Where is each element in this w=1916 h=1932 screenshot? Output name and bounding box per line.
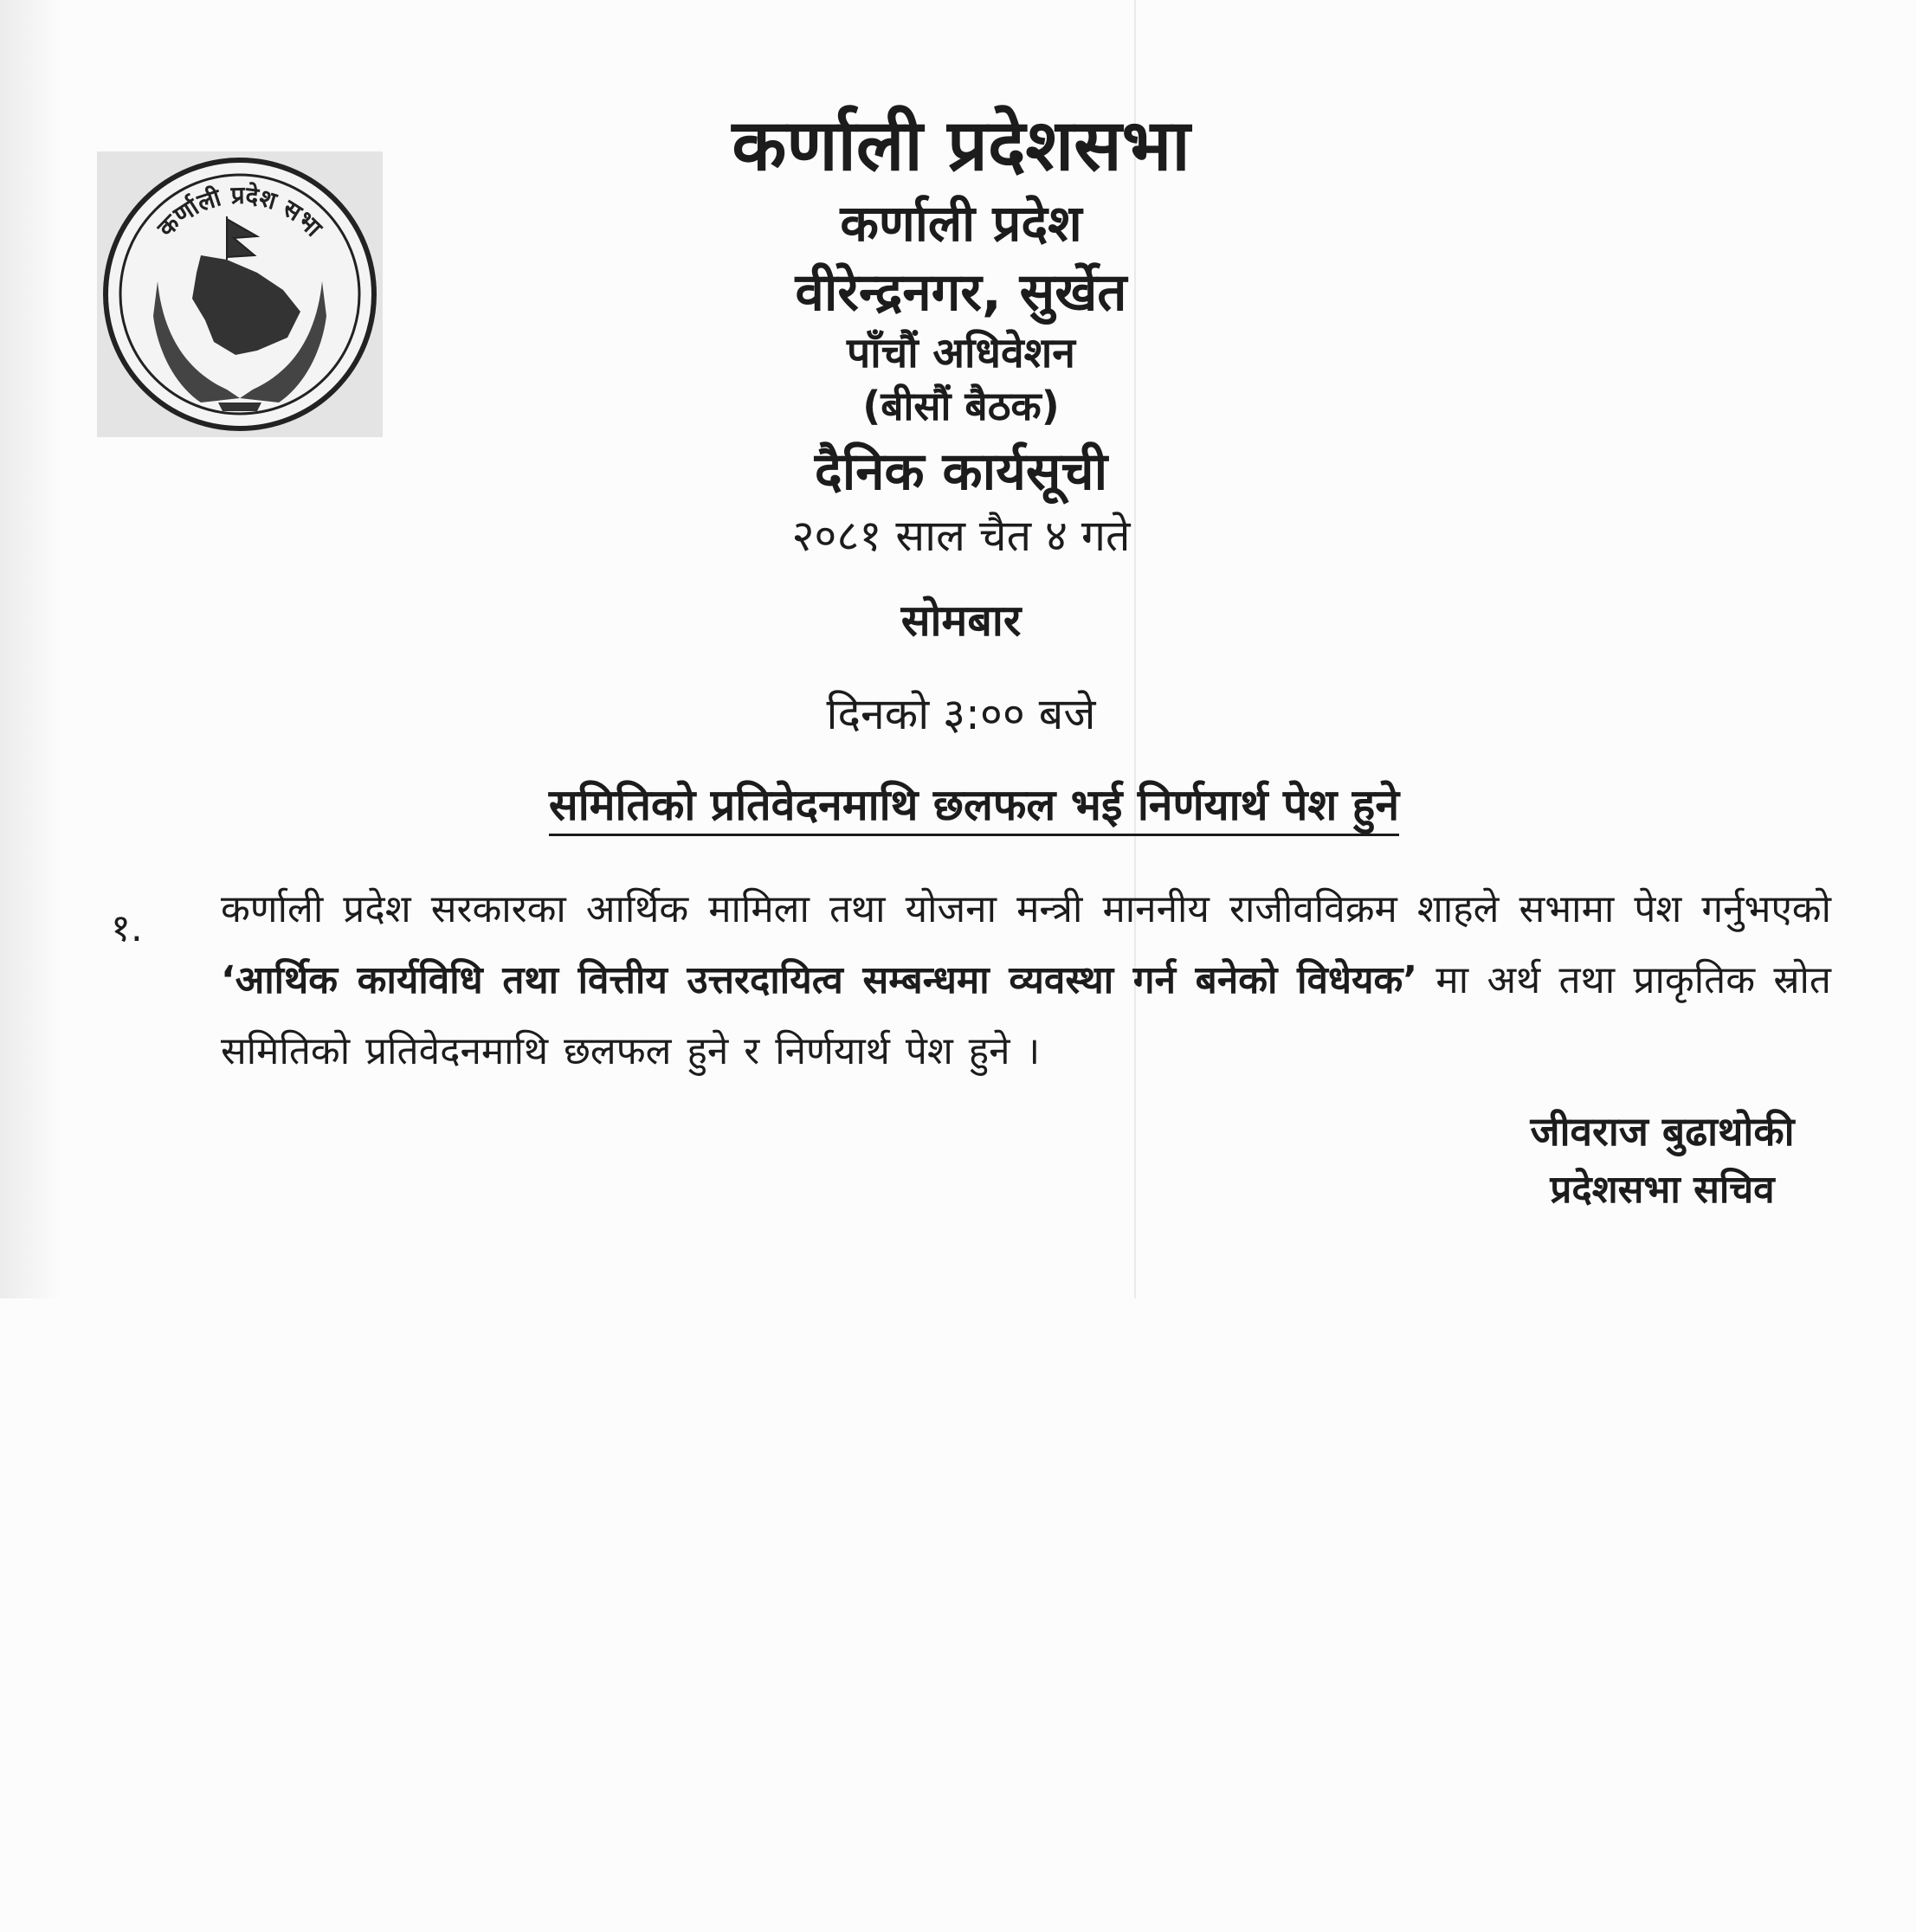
seal-arc-text: कर्णाली प्रदेश सभा [152,180,328,242]
city-name: वीरेन्द्रनगर, सुर्खेत [795,261,1127,323]
document-header [606,104,1316,740]
agenda-title: दैनिक कार्यसूची [814,441,1108,502]
item-text-after: मा अर्थ तथा प्राकृतिक स्रोत समितिको प्रतिवेदनमाथि छलफल हुने र निर्णयार्थ पेश हुने । [221,958,1831,1073]
assembly-title: कर्णाली प्रदेशसभा [732,105,1190,187]
agenda-item-text [221,874,1831,1087]
section-heading-text: समितिको प्रतिवेदनमाथि छलफल भई निर्णयार्थ पेश हुने [549,780,1399,836]
scan-edge-shading [0,0,61,1298]
item-text-before: कर्णाली प्रदेश सरकारका आर्थिक मामिला तथा योजना मन्त्री माननीय राजीवविक्रम शाहले सभामा पेश गर्नुभएको [221,887,1831,931]
agenda-date: २०८१ साल चैत ४ गते [791,510,1131,561]
agenda-time: दिनको ३:०० बजे [826,688,1096,739]
signatory-name: जीवराज बुढाथोकी [1530,1108,1795,1155]
sitting-name: (बीसौं बैठक) [862,382,1060,429]
section-heading [528,779,1420,831]
province-name: कर्णाली प्रदेश [840,194,1082,254]
session-name: पाँचौं अधिवेशन [847,328,1075,377]
signature-block [1489,1106,1835,1214]
assembly-seal-icon [97,151,383,437]
bill-title: ‘आर्थिक कार्यविधि तथा वित्तीय उत्तरदायित्व सम्बन्धमा व्यवस्था गर्न बनेको विधेयक’ [221,958,1418,1002]
agenda-weekday: सोमबार [900,595,1022,646]
signatory-title: प्रदेशसभा सचिव [1550,1167,1775,1212]
item-number: १. [111,906,143,950]
